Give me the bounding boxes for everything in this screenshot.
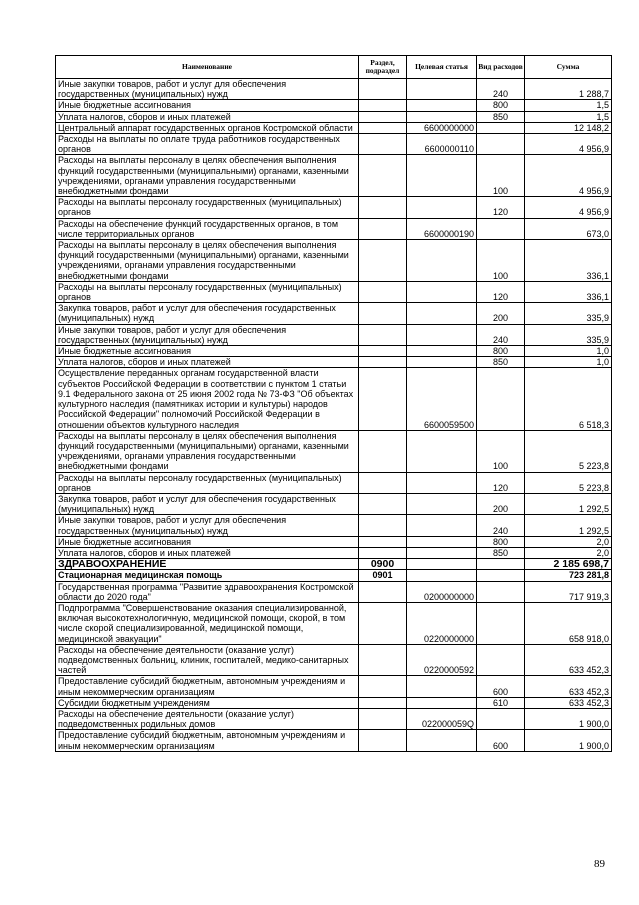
cell-type xyxy=(477,218,525,239)
cell-sum: 717 919,3 xyxy=(525,581,612,602)
cell-article: 6600000190 xyxy=(407,218,477,239)
table-row xyxy=(56,111,612,122)
cell-name: Иные бюджетные ассигнования xyxy=(56,536,359,547)
table-row xyxy=(56,357,612,368)
cell-name: Осуществление переданных органам государственной власти субъектов Российской Федерации в соответствии с пунктом 1 статьи 9.1 Федерального закона от 25 июня 2002 года № 73-ФЗ "Об объектах культурного наследия (памятниках истории и культуры) народов Российской Федерации" полномочий Российской Федерации в отношении объектов культурного наследия xyxy=(56,368,359,430)
cell-section xyxy=(359,730,407,751)
cell-type: 610 xyxy=(477,697,525,708)
cell-sum: 633 452,3 xyxy=(525,676,612,697)
table-row xyxy=(56,730,612,751)
cell-section xyxy=(359,155,407,197)
header-name: Наименование xyxy=(56,56,359,79)
cell-article xyxy=(407,111,477,122)
table-row xyxy=(56,197,612,218)
table-row xyxy=(56,79,612,100)
cell-article xyxy=(407,730,477,751)
cell-section: 0900 xyxy=(359,559,407,570)
cell-article xyxy=(407,547,477,558)
cell-article xyxy=(407,346,477,357)
table-row xyxy=(56,240,612,282)
header-article: Целевая статья xyxy=(407,56,477,79)
cell-type: 800 xyxy=(477,536,525,547)
cell-type: 200 xyxy=(477,303,525,324)
table-row xyxy=(56,559,612,570)
cell-article xyxy=(407,472,477,493)
cell-sum: 633 452,3 xyxy=(525,697,612,708)
cell-section xyxy=(359,357,407,368)
cell-section xyxy=(359,644,407,676)
cell-name: Уплата налогов, сборов и иных платежей xyxy=(56,547,359,558)
cell-type xyxy=(477,581,525,602)
cell-article xyxy=(407,303,477,324)
table-row xyxy=(56,515,612,536)
table-row xyxy=(56,368,612,430)
cell-sum: 1 900,0 xyxy=(525,730,612,751)
budget-page xyxy=(55,55,611,752)
table-row xyxy=(56,493,612,514)
cell-name: Закупка товаров, работ и услуг для обеспечения государственных (муниципальных) нужд xyxy=(56,303,359,324)
table-row xyxy=(56,122,612,133)
cell-article: 6600059500 xyxy=(407,368,477,430)
cell-type xyxy=(477,368,525,430)
cell-section xyxy=(359,472,407,493)
cell-sum: 336,1 xyxy=(525,240,612,282)
cell-name: Уплата налогов, сборов и иных платежей xyxy=(56,357,359,368)
cell-article: 6600000000 xyxy=(407,122,477,133)
cell-sum: 335,9 xyxy=(525,303,612,324)
cell-sum: 5 223,8 xyxy=(525,472,612,493)
cell-article xyxy=(407,570,477,581)
cell-name: Расходы на обеспечение деятельности (оказание услуг) подведомственных больниц, клиник, госпиталей, медико-санитарных частей xyxy=(56,644,359,676)
cell-section xyxy=(359,134,407,155)
cell-type: 600 xyxy=(477,676,525,697)
cell-sum: 1 292,5 xyxy=(525,493,612,514)
cell-article: 022000059Q xyxy=(407,708,477,729)
cell-article xyxy=(407,493,477,514)
cell-sum: 4 956,9 xyxy=(525,134,612,155)
cell-article: 0220000000 xyxy=(407,602,477,644)
cell-sum: 12 148,2 xyxy=(525,122,612,133)
cell-section xyxy=(359,197,407,218)
cell-name: Стационарная медицинская помощь xyxy=(56,570,359,581)
cell-type: 120 xyxy=(477,281,525,302)
cell-name: Государственная программа "Развитие здравоохранения Костромской области до 2020 года" xyxy=(56,581,359,602)
table-row xyxy=(56,100,612,111)
cell-type: 120 xyxy=(477,197,525,218)
cell-sum: 1 900,0 xyxy=(525,708,612,729)
cell-section xyxy=(359,697,407,708)
cell-sum: 4 956,9 xyxy=(525,155,612,197)
cell-type xyxy=(477,134,525,155)
cell-article xyxy=(407,515,477,536)
cell-sum: 723 281,8 xyxy=(525,570,612,581)
cell-section xyxy=(359,79,407,100)
cell-name: Иные бюджетные ассигнования xyxy=(56,346,359,357)
cell-type: 240 xyxy=(477,515,525,536)
cell-sum: 2,0 xyxy=(525,547,612,558)
cell-sum: 1 292,5 xyxy=(525,515,612,536)
cell-name: Подпрограмма "Совершенствование оказания специализированной, включая высокотехнологичную, медицинской помощи, скорой, в том числе скорой специализированной, медицинской помощи, медицинской эвакуации" xyxy=(56,602,359,644)
cell-article xyxy=(407,676,477,697)
cell-section xyxy=(359,100,407,111)
cell-section xyxy=(359,602,407,644)
cell-name: Центральный аппарат государственных органов Костромской области xyxy=(56,122,359,133)
cell-article xyxy=(407,357,477,368)
cell-type xyxy=(477,602,525,644)
cell-sum: 336,1 xyxy=(525,281,612,302)
cell-name: Расходы на выплаты персоналу государственных (муниципальных) органов xyxy=(56,281,359,302)
cell-section: 0901 xyxy=(359,570,407,581)
header-sum: Сумма xyxy=(525,56,612,79)
cell-article xyxy=(407,559,477,570)
page-number: 89 xyxy=(594,858,605,870)
cell-article: 0220000592 xyxy=(407,644,477,676)
cell-sum: 2,0 xyxy=(525,536,612,547)
cell-sum: 1,0 xyxy=(525,357,612,368)
cell-name: Расходы на выплаты персоналу государственных (муниципальных) органов xyxy=(56,472,359,493)
cell-section xyxy=(359,218,407,239)
cell-sum: 4 956,9 xyxy=(525,197,612,218)
table-row xyxy=(56,536,612,547)
cell-type: 850 xyxy=(477,111,525,122)
cell-name: Расходы на обеспечение функций государственных органов, в том числе территориальных органов xyxy=(56,218,359,239)
cell-article xyxy=(407,240,477,282)
cell-name: Расходы на выплаты персоналу государственных (муниципальных) органов xyxy=(56,197,359,218)
cell-type: 850 xyxy=(477,357,525,368)
table-row xyxy=(56,602,612,644)
cell-type: 200 xyxy=(477,493,525,514)
table-row xyxy=(56,581,612,602)
cell-section xyxy=(359,515,407,536)
cell-type: 100 xyxy=(477,240,525,282)
cell-type: 800 xyxy=(477,346,525,357)
cell-article xyxy=(407,324,477,345)
cell-section xyxy=(359,346,407,357)
table-row xyxy=(56,570,612,581)
cell-article xyxy=(407,155,477,197)
cell-section xyxy=(359,122,407,133)
cell-name: Субсидии бюджетным учреждениям xyxy=(56,697,359,708)
cell-article xyxy=(407,536,477,547)
cell-sum: 1,0 xyxy=(525,346,612,357)
cell-article: 0200000000 xyxy=(407,581,477,602)
cell-section xyxy=(359,324,407,345)
cell-name: Предоставление субсидий бюджетным, автономным учреждениям и иным некоммерческим организациям xyxy=(56,676,359,697)
table-row xyxy=(56,676,612,697)
cell-type xyxy=(477,570,525,581)
cell-name: Расходы на обеспечение деятельности (оказание услуг) подведомственных родильных домов xyxy=(56,708,359,729)
cell-sum: 6 518,3 xyxy=(525,368,612,430)
cell-type xyxy=(477,644,525,676)
table-row xyxy=(56,303,612,324)
table-row xyxy=(56,324,612,345)
cell-article: 6600000110 xyxy=(407,134,477,155)
cell-sum: 658 918,0 xyxy=(525,602,612,644)
cell-section xyxy=(359,368,407,430)
cell-section xyxy=(359,708,407,729)
cell-sum: 1,5 xyxy=(525,111,612,122)
cell-section xyxy=(359,493,407,514)
cell-type xyxy=(477,559,525,570)
cell-section xyxy=(359,240,407,282)
header-type: Вид расходов xyxy=(477,56,525,79)
table-row xyxy=(56,155,612,197)
table-row xyxy=(56,430,612,472)
cell-type: 800 xyxy=(477,100,525,111)
cell-name: ЗДРАВООХРАНЕНИЕ xyxy=(56,559,359,570)
cell-name: Уплата налогов, сборов и иных платежей xyxy=(56,111,359,122)
cell-type: 240 xyxy=(477,79,525,100)
table-row xyxy=(56,218,612,239)
cell-article xyxy=(407,430,477,472)
cell-article xyxy=(407,79,477,100)
cell-type xyxy=(477,122,525,133)
budget-table xyxy=(55,55,612,752)
table-row xyxy=(56,644,612,676)
cell-name: Расходы на выплаты по оплате труда работников государственных органов xyxy=(56,134,359,155)
cell-name: Иные закупки товаров, работ и услуг для обеспечения государственных (муниципальных) нужд xyxy=(56,79,359,100)
cell-name: Расходы на выплаты персоналу в целях обеспечения выполнения функций государственными (муниципальными) органами, казенными учреждениями, органами управления государственными внебюджетными фондами xyxy=(56,430,359,472)
table-body xyxy=(56,79,612,752)
cell-type xyxy=(477,708,525,729)
cell-name: Иные закупки товаров, работ и услуг для обеспечения государственных (муниципальных) нужд xyxy=(56,515,359,536)
table-row xyxy=(56,472,612,493)
cell-section xyxy=(359,430,407,472)
cell-name: Закупка товаров, работ и услуг для обеспечения государственных (муниципальных) нужд xyxy=(56,493,359,514)
cell-type: 600 xyxy=(477,730,525,751)
cell-type: 120 xyxy=(477,472,525,493)
cell-article xyxy=(407,697,477,708)
cell-section xyxy=(359,547,407,558)
cell-type: 850 xyxy=(477,547,525,558)
table-row xyxy=(56,134,612,155)
table-row xyxy=(56,708,612,729)
table-header-row xyxy=(56,56,612,79)
table-row xyxy=(56,346,612,357)
table-row xyxy=(56,281,612,302)
cell-sum: 673,0 xyxy=(525,218,612,239)
cell-sum: 335,9 xyxy=(525,324,612,345)
cell-sum: 1 288,7 xyxy=(525,79,612,100)
cell-name: Расходы на выплаты персоналу в целях обеспечения выполнения функций государственными (муниципальными) органами, казенными учреждениями, органами управления государственными внебюджетными фондами xyxy=(56,240,359,282)
cell-sum: 633 452,3 xyxy=(525,644,612,676)
cell-type: 240 xyxy=(477,324,525,345)
cell-article xyxy=(407,197,477,218)
cell-section xyxy=(359,303,407,324)
cell-type: 100 xyxy=(477,155,525,197)
cell-section xyxy=(359,676,407,697)
cell-section xyxy=(359,581,407,602)
table-row xyxy=(56,697,612,708)
cell-sum: 5 223,8 xyxy=(525,430,612,472)
cell-name: Предоставление субсидий бюджетным, автономным учреждениям и иным некоммерческим организациям xyxy=(56,730,359,751)
cell-article xyxy=(407,100,477,111)
cell-name: Расходы на выплаты персоналу в целях обеспечения выполнения функций государственными (муниципальными) органами, казенными учреждениями, органами управления государственными внебюджетными фондами xyxy=(56,155,359,197)
cell-article xyxy=(407,281,477,302)
header-section: Раздел, подраздел xyxy=(359,56,407,79)
cell-section xyxy=(359,111,407,122)
cell-type: 100 xyxy=(477,430,525,472)
cell-name: Иные закупки товаров, работ и услуг для обеспечения государственных (муниципальных) нужд xyxy=(56,324,359,345)
cell-sum: 1,5 xyxy=(525,100,612,111)
cell-sum: 2 185 698,7 xyxy=(525,559,612,570)
table-row xyxy=(56,547,612,558)
cell-section xyxy=(359,536,407,547)
cell-section xyxy=(359,281,407,302)
cell-name: Иные бюджетные ассигнования xyxy=(56,100,359,111)
